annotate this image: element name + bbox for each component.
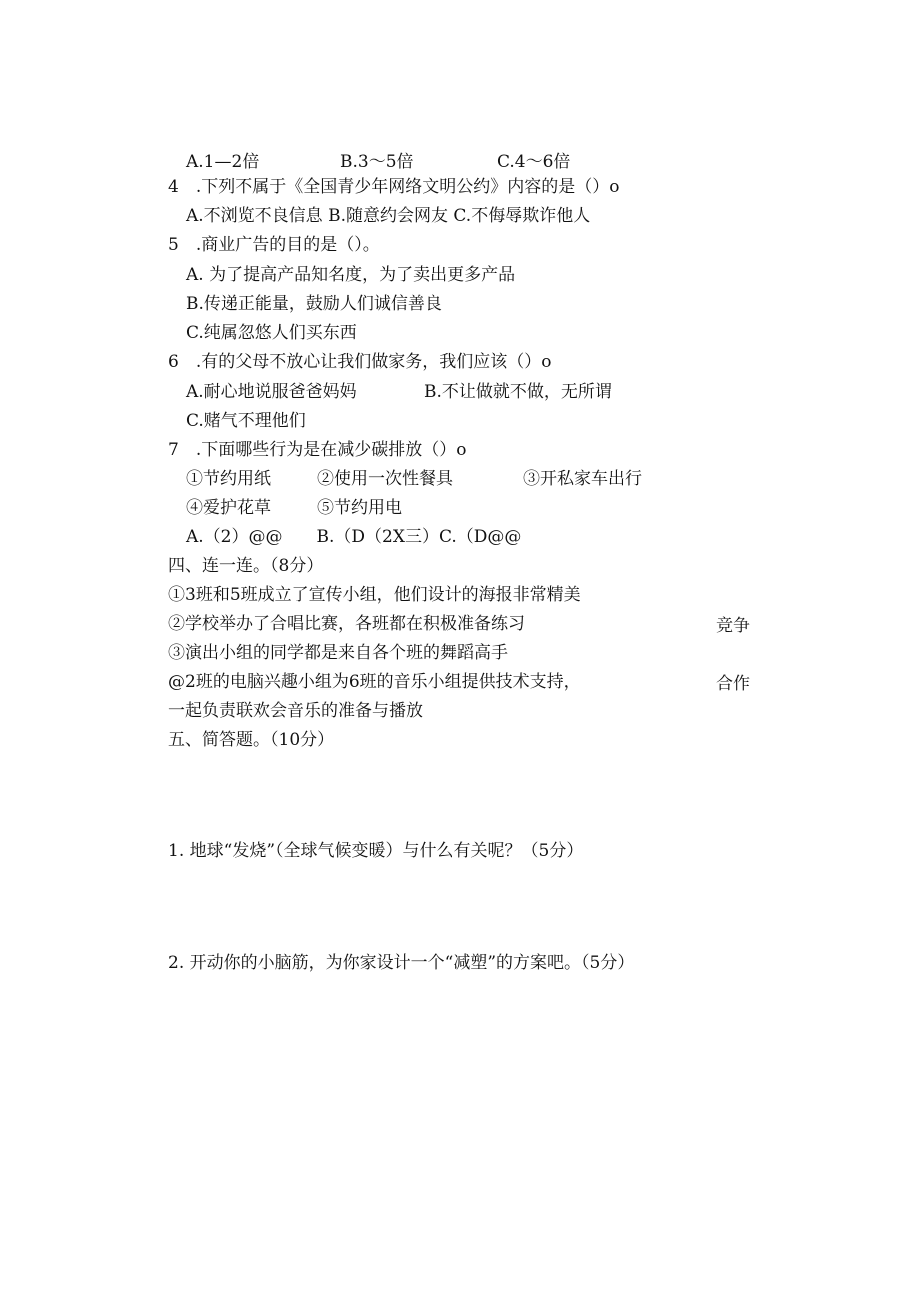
q5-stem: 5 .商业广告的目的是（）。 [168,235,380,255]
section4-statement-1: ①3班和5班成立了宣传小组，他们设计的海报非常精美 [168,585,581,605]
q7-item-3: ③开私家车出行 [523,469,642,489]
q3-option-c: C.4～6倍 [497,152,571,172]
section5-title: 五、简答题。（10分） [168,730,335,750]
q5-option-a: A. 为了提高产品知名度，为了卖出更多产品 [186,265,516,285]
q7-options: A.（2）@@ B.（D（2X三）C.（D@@ [186,527,522,547]
q7-stem: 7 .下面哪些行为是在减少碳排放（）o [168,440,467,460]
q6-option-a: A.耐心地说服爸爸妈妈 [186,382,357,402]
q3-option-a: A.1—2倍 [186,152,260,172]
section4-statement-2: ②学校举办了合唱比赛，各班都在积极准备练习 [168,614,525,634]
q7-item-5: ⑤节约用电 [317,498,402,518]
section4-statement-4b: 一起负责联欢会音乐的准备与播放 [168,701,423,721]
section5-question-2: 2. 开动你的小脑筋，为你家设计一个“减塑”的方案吧。（5分） [168,953,635,973]
q5-option-b: B.传递正能量，鼓励人们诚信善良 [186,294,442,314]
section4-statement-3: ③演出小组的同学都是来自各个班的舞蹈高手 [168,643,508,663]
section4-match-competition: 竞争 [716,616,750,636]
section4-statement-4a: @2班的电脑兴趣小组为6班的音乐小组提供技术支持， [168,672,581,692]
section5-question-1: 1. 地球“发烧”（全球气候变暖）与什么有关呢？（5分） [168,841,584,861]
q5-option-c: C.纯属忽悠人们买东西 [186,323,357,343]
q7-item-4: ④爱护花草 [186,498,271,518]
q4-options: A.不浏览不良信息 B.随意约会网友 C.不侮辱欺诈他人 [186,206,591,226]
q6-option-b: B.不让做就不做，无所谓 [424,382,612,402]
q4-stem: 4 .下列不属于《全国青少年网络文明公约》内容的是（）o [168,177,620,197]
q7-item-2: ②使用一次性餐具 [317,469,453,489]
q7-item-1: ①节约用纸 [186,469,271,489]
section4-match-cooperation: 合作 [716,674,750,694]
q6-option-c: C.赌气不理他们 [186,411,306,431]
q3-option-b: B.3～5倍 [340,152,414,172]
section4-title: 四、连一连。（8分） [168,556,324,576]
q6-stem: 6 .有的父母不放心让我们做家务，我们应该（）o [168,352,552,372]
